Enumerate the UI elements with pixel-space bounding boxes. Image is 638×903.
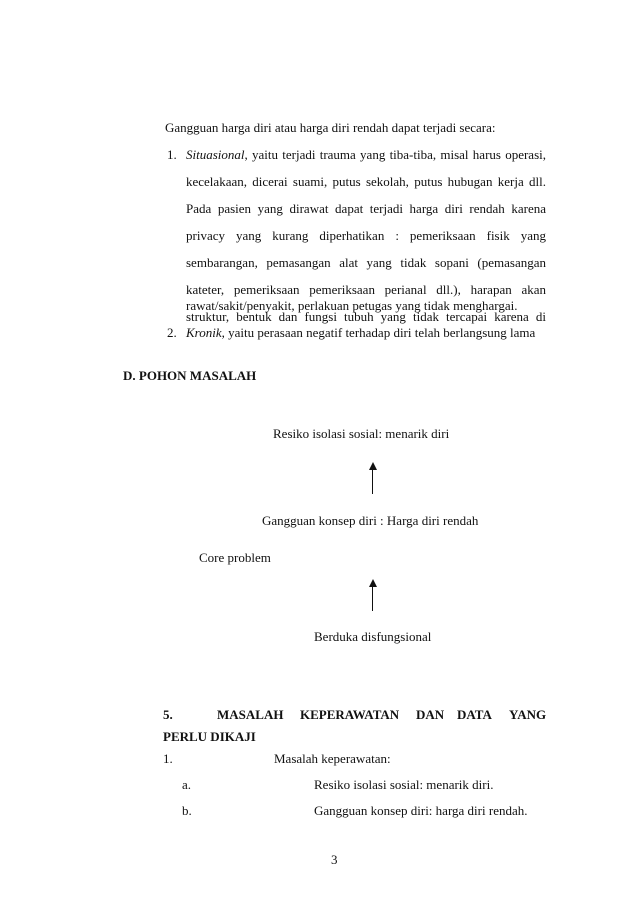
- list-item-1-line-5: sembarangan, pemasangan alat yang tidak sopani (pemasangan: [186, 255, 546, 270]
- tree-node-effect: Resiko isolasi sosial: menarik diri: [273, 426, 450, 441]
- section-5-word-3: DAN: [416, 707, 445, 722]
- term-kronik: Kronik,: [186, 325, 225, 340]
- tree-node-core: Gangguan konsep diri : Harga diri rendah: [262, 513, 479, 528]
- sub-item-a-letter: a.: [182, 777, 192, 792]
- section-5-word-5: YANG: [509, 707, 547, 722]
- sub-item-b-text: Gangguan konsep diri: harga diri rendah.: [314, 803, 528, 818]
- term-situasional: Situasional: [186, 147, 245, 162]
- section-5-word-2: KEPERAWATAN: [300, 707, 400, 722]
- section-5-word-1: MASALAH: [217, 707, 284, 722]
- list-item-1-line-1-rest: , yaitu terjadi trauma yang tiba-tiba, misal harus operasi,: [244, 147, 546, 162]
- sub-item-a-text: Resiko isolasi sosial: menarik diri.: [314, 777, 494, 792]
- list-item-1-line-6: kateter, pemeriksaan pemeriksaan perianal dll.), harapan akan: [186, 282, 546, 297]
- list-item-1-line-1: [186, 147, 546, 163]
- section-5-word-4: DATA: [457, 707, 492, 722]
- sub-item-b-letter: b.: [182, 803, 192, 818]
- list-number-2: 2.: [167, 325, 177, 340]
- section-5-line-2: PERLU DIKAJI: [163, 729, 256, 744]
- core-problem-label: Core problem: [199, 550, 271, 565]
- list-item-2-rest: yaitu perasaan negatif terhadap diri telah berlangsung lama: [224, 325, 536, 340]
- item-1-label: Masalah keperawatan:: [274, 751, 391, 766]
- list-item-2: [186, 325, 535, 341]
- list-item-1-line-7: struktur, bentuk dan fungsi tubuh yang tidak tercapai karena di: [186, 309, 546, 324]
- tree-node-cause: Berduka disfungsional: [314, 629, 432, 644]
- page-number: 3: [331, 852, 338, 867]
- section-5-number: 5.: [163, 707, 173, 722]
- section-d-heading: D. POHON MASALAH: [123, 368, 257, 383]
- intro-text: Gangguan harga diri atau harga diri rendah dapat terjadi secara:: [165, 120, 496, 135]
- list-item-1-line-8: rawat/sakit/penyakit, perlakuan petugas yang tidak menghargai.: [186, 298, 518, 313]
- list-item-1-line-3: Pada pasien yang dirawat dapat terjadi harga diri rendah karena: [186, 201, 546, 216]
- list-item-1-line-2: kecelakaan, dicerai suami, putus sekolah, putus hubugan kerja dll.: [186, 174, 546, 189]
- item-1-number: 1.: [163, 751, 173, 766]
- list-number-1: 1.: [167, 147, 177, 162]
- list-item-1-line-4: privacy yang kurang diperhatikan : pemeriksaan fisik yang: [186, 228, 546, 243]
